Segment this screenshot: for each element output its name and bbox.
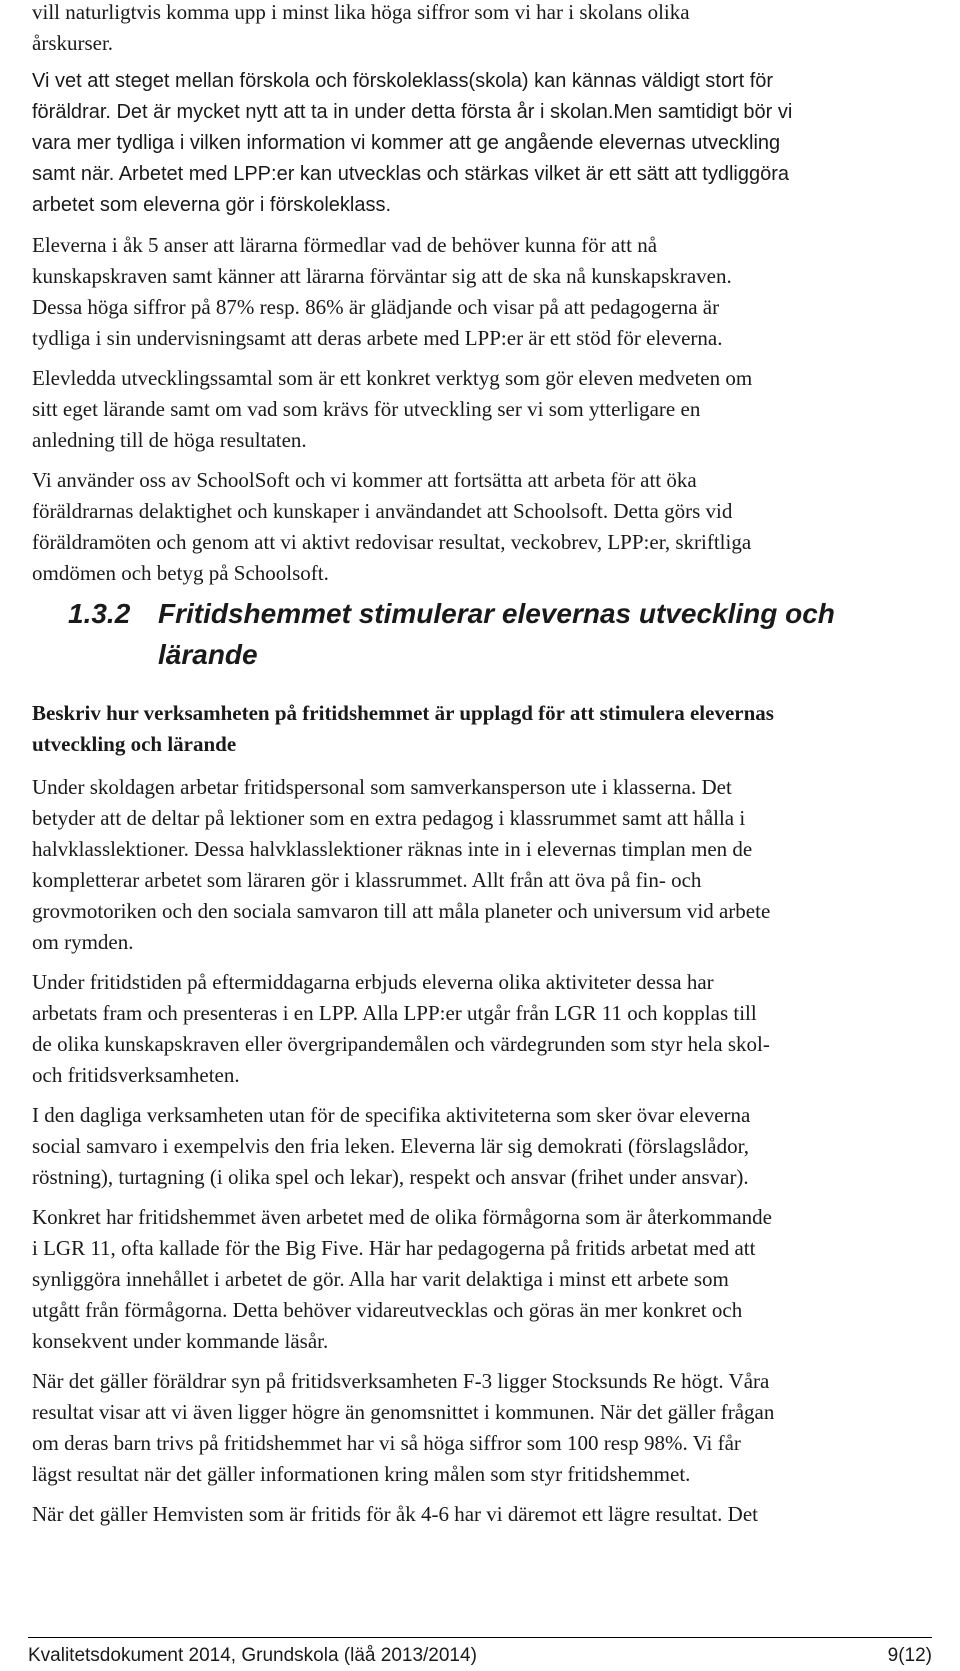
text-line: sitt eget lärande samt om vad som krävs för utveckling ser vi som ytterligare en (32, 397, 701, 421)
text-line: resultat visar att vi även ligger högre än genomsnittet i kommunen. När det gäller frågan (32, 1400, 775, 1424)
paragraph (32, 363, 932, 456)
text-line: konsekvent under kommande läsår. (32, 1329, 329, 1353)
text-line: vara mer tydliga i vilken information vi kommer att ge angående elevernas utveckling (32, 132, 781, 154)
text-line: kunskapskraven samt känner att lärarna förväntar sig att de ska nå kunskapskraven. (32, 264, 732, 288)
page-number: 9(12) (887, 1645, 932, 1666)
text-line: kompletterar arbetet som läraren gör i klassrummet. Allt från att öva på fin- och (32, 868, 702, 892)
text-line: föräldrar. Det är mycket nytt att ta in under detta första år i skolan.Men samtidigt bör vi (32, 101, 793, 123)
text-line: röstning), turtagning (i olika spel och lekar), respekt och ansvar (frihet under ansvar). (32, 1165, 749, 1189)
section-title-line2: lärande (158, 639, 258, 670)
text-line: arbetet som eleverna gör i förskoleklass. (32, 194, 392, 216)
paragraph (32, 66, 932, 221)
paragraph (32, 465, 932, 589)
text-line: halvklasslektioner. Dessa halvklasslektioner räknas inte in i elevernas timplan men de (32, 837, 753, 861)
text-line: Eleverna i åk 5 anser att lärarna förmedlar vad de behöver kunna för att nå (32, 233, 658, 257)
text-line: arbetats fram och presenteras i en LPP. Alla LPP:er utgår från LGR 11 och kopplas till (32, 1001, 757, 1025)
paragraph (32, 772, 932, 958)
text-line: föräldrarnas delaktighet och kunskaper i användandet att Schoolsoft. Detta görs vid (32, 499, 733, 523)
text-line: Vi använder oss av SchoolSoft och vi kommer att fortsätta att arbeta för att öka (32, 468, 697, 492)
text-line: Elevledda utvecklingssamtal som är ett konkret verktyg som gör eleven medveten om (32, 366, 753, 390)
text-line: omdömen och betyg på Schoolsoft. (32, 561, 329, 585)
section-title-line1: Fritidshemmet stimulerar elevernas utveckling och (158, 598, 835, 629)
text-line: När det gäller Hemvisten som är fritids för åk 4-6 har vi däremot ett lägre resultat. Det (32, 1502, 758, 1526)
text-line: Konkret har fritidshemmet även arbetet med de olika förmågorna som är återkommande (32, 1205, 772, 1229)
subheading (32, 698, 932, 760)
paragraph (32, 0, 932, 59)
text-line: samt när. Arbetet med LPP:er kan utvecklas och stärkas vilket är ett sätt att tydliggöra (32, 163, 790, 185)
text-line: i LGR 11, ofta kallade för the Big Five. Här har pedagogerna på fritids arbetat med att (32, 1236, 756, 1260)
text-line: anledning till de höga resultaten. (32, 428, 307, 452)
body-text-upper (32, 0, 932, 589)
footer-document-title: Kvalitetsdokument 2014, Grundskola (läå 2013/2014) (28, 1645, 477, 1666)
paragraph (32, 1366, 932, 1490)
text-line: Vi vet att steget mellan förskola och förskoleklass(skola) kan kännas väldigt stort för (32, 70, 774, 92)
text-line: betyder att de deltar på lektioner som en extra pedagog i klassrummet samt att hålla i (32, 806, 746, 830)
text-line: föräldramöten och genom att vi aktivt redovisar resultat, veckobrev, LPP:er, skriftliga (32, 530, 752, 554)
text-line: När det gäller föräldrar syn på fritidsverksamheten F-3 ligger Stocksunds Re högt. Våra (32, 1369, 770, 1393)
paragraph (32, 1499, 932, 1530)
text-line: grovmotoriken och den sociala samvaron till att måla planeter och universum vid arbete (32, 899, 771, 923)
section-number: 1.3.2 (68, 598, 131, 629)
text-line: Under fritidstiden på eftermiddagarna erbjuds eleverna olika aktiviteter dessa har (32, 970, 714, 994)
text-line: utgått från förmågorna. Detta behöver vidareutvecklas och göras än mer konkret och (32, 1298, 743, 1322)
text-line: synliggöra innehållet i arbetet de gör. Alla har varit delaktiga i minst ett arbete som (32, 1267, 729, 1291)
paragraph (32, 967, 932, 1091)
text-line: social samvaro i exempelvis den fria leken. Eleverna lär sig demokrati (förslagslådor, (32, 1134, 749, 1158)
text-line: Dessa höga siffror på 87% resp. 86% är glädjande och visar på att pedagogerna är (32, 295, 720, 319)
text-line: de olika kunskapskraven eller övergripandemålen och värdegrunden som styr hela skol- (32, 1032, 770, 1056)
text-line: årskurser. (32, 31, 114, 55)
paragraph (32, 1100, 932, 1193)
paragraph (32, 1202, 932, 1357)
text-line: om deras barn trivs på fritidshemmet har vi så höga siffror som 100 resp 98%. Vi får (32, 1431, 741, 1455)
footer-divider (28, 1637, 932, 1638)
subheading-line: utveckling och lärande (32, 732, 237, 756)
text-line: Under skoldagen arbetar fritidspersonal som samverkansperson ute i klasserna. Det (32, 775, 732, 799)
text-line: lägst resultat när det gäller informationen kring målen som styr fritidshemmet. (32, 1462, 691, 1486)
text-line: vill naturligtvis komma upp i minst lika höga siffror som vi har i skolans olika (32, 0, 690, 24)
text-line: om rymden. (32, 930, 134, 954)
subheading-line: Beskriv hur verksamheten på fritidshemmet är upplagd för att stimulera elevernas (32, 701, 774, 725)
text-line: och fritidsverksamheten. (32, 1063, 240, 1087)
section-heading (68, 593, 898, 675)
body-text-lower (32, 698, 932, 1530)
paragraph (32, 230, 932, 354)
text-line: tydliga i sin undervisningsamt att deras arbete med LPP:er är ett stöd för eleverna. (32, 326, 723, 350)
text-line: I den dagliga verksamheten utan för de specifika aktiviteterna som sker övar eleverna (32, 1103, 751, 1127)
